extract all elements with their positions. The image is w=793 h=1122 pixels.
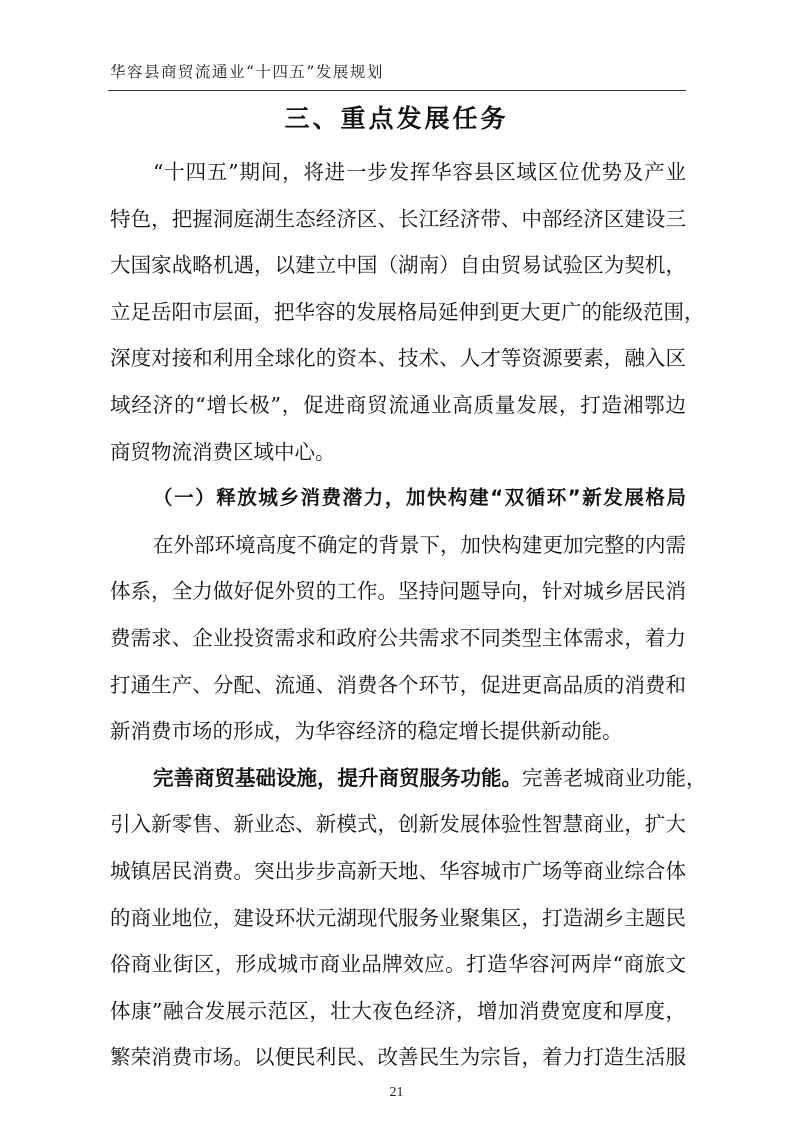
point-line: 体康”融合发展示范区，壮大夜色经济，增加消费宽度和厚度， <box>110 998 686 1023</box>
intro-line: 立足岳阳市层面，把华容的发展格局延伸到更大更广的能级范围， <box>110 299 705 324</box>
intro-line: “十四五”期间，将进一步发挥华容县区域区位优势及产业 <box>153 160 686 184</box>
point-line: 城镇居民消费。突出步步高新天地、华容城市广场等商业综合体 <box>110 859 686 883</box>
section-title: 三、重点发展任务 <box>284 104 509 133</box>
subsection-line: 体系，全力做好促外贸的工作。坚持问题导向，针对城乡居民消 <box>110 579 686 604</box>
subsection-line: 费需求、企业投资需求和政府公共需求不同类型主体需求，着力 <box>110 626 686 650</box>
running-header: 华容县商贸流通业“十四五”发展规划 <box>110 63 384 81</box>
point-line: 俗商业街区，形成城市商业品牌效应。打造华容河两岸“商旅文 <box>110 952 686 977</box>
header-divider <box>108 90 686 91</box>
point-first-line <box>153 764 707 792</box>
intro-line: 特色，把握洞庭湖生态经济区、长江经济带、中部经济区建设三 <box>110 206 686 231</box>
point-bold-lead: 完善商贸基础设施，提升商贸服务功能。 <box>153 765 522 790</box>
point-first-line-text: 完善老城商业功能， <box>522 765 707 790</box>
subsection-line: 新消费市场的形成，为华容经济的稳定增长提供新动能。 <box>110 719 623 744</box>
intro-line: 深度对接和利用全球化的资本、技术、人才等资源要素，融入区 <box>110 346 686 371</box>
point-line: 引入新零售、新业态、新模式，创新发展体验性智慧商业，扩大 <box>110 812 686 837</box>
subsection-line: 在外部环境高度不确定的背景下，加快构建更加完整的内需 <box>153 532 686 557</box>
subsection-heading: （一）释放城乡消费潜力，加快构建“双循环”新发展格局 <box>153 486 686 510</box>
page-number: 21 <box>389 1085 404 1101</box>
intro-line: 域经济的“增长极”，促进商贸流通业高质量发展，打造湘鄂边 <box>110 393 686 417</box>
point-line: 繁荣消费市场。以便民利民、改善民生为宗旨，着力打造生活服 <box>110 1045 686 1070</box>
intro-line: 大国家战略机遇，以建立中国（湖南）自由贸易试验区为契机， <box>110 253 686 278</box>
subsection-line: 打通生产、分配、流通、消费各个环节，促进更高品质的消费和 <box>110 672 686 697</box>
intro-line: 商贸物流消费区域中心。 <box>110 439 336 464</box>
point-line: 的商业地位，建设环状元湖现代服务业聚集区，打造湖乡主题民 <box>110 905 686 930</box>
